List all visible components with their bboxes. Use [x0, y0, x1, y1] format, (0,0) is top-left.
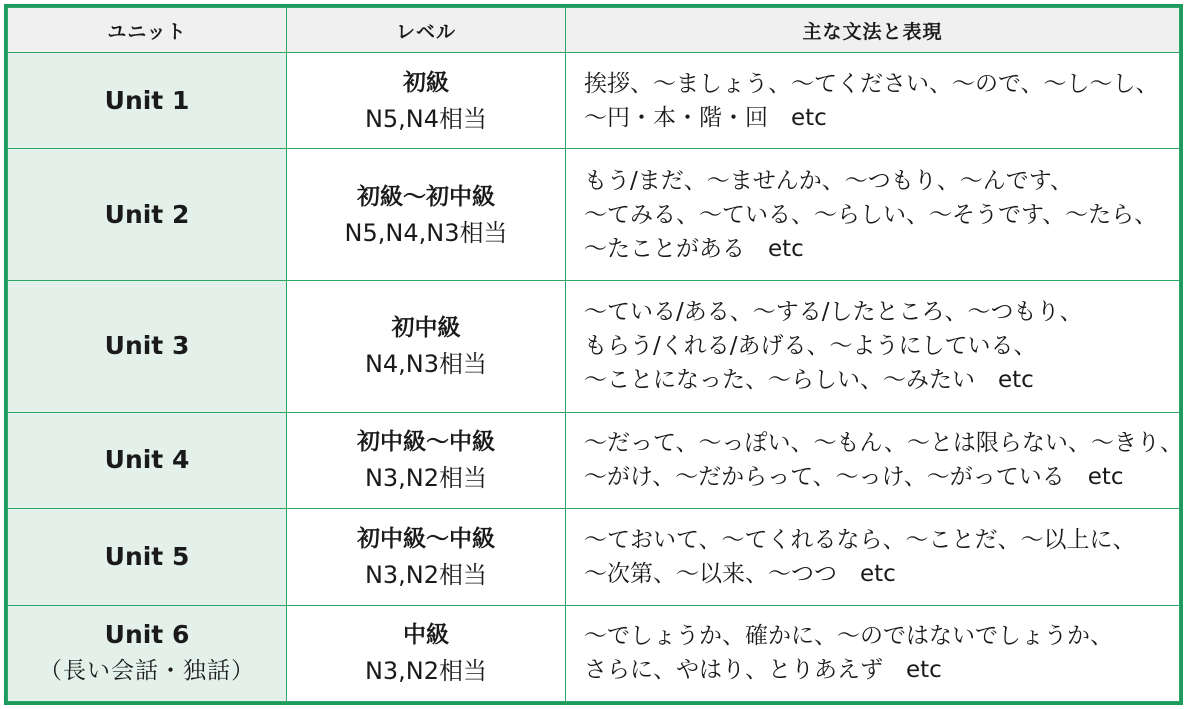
header-level: レベル	[287, 8, 566, 53]
table-row	[8, 149, 1180, 281]
grammar-line: 〜円・本・階・回 etc	[584, 104, 827, 131]
grammar-line: 〜でしょうか、確かに、〜のではないでしょうか、	[584, 623, 1113, 650]
unit-cell	[8, 53, 287, 149]
table-row	[8, 605, 1180, 702]
level-cell	[287, 281, 566, 413]
unit-name: Unit 5	[104, 541, 190, 571]
level-equivalent: N3,N2相当	[364, 464, 488, 493]
grammar-cell	[566, 412, 1183, 508]
level-name: 初中級	[391, 315, 461, 342]
grammar-line: 〜てみる、〜ている、〜らしい、〜そうです、〜たら、	[584, 201, 1158, 228]
level-cell	[287, 149, 566, 281]
level-cell	[287, 605, 566, 702]
level-equivalent: N5,N4,N3相当	[344, 218, 508, 247]
grammar-cell	[566, 605, 1180, 702]
level-name: 中級	[403, 622, 449, 649]
grammar-line: 〜次第、〜以来、〜つつ etc	[584, 560, 896, 587]
unit-cell	[8, 412, 287, 508]
level-cell	[287, 53, 566, 149]
grammar-line: 〜がけ、〜だからって、〜っけ、〜がっている etc	[584, 464, 1124, 491]
units-table-frame	[4, 4, 1183, 705]
grammar-line: もう/まだ、〜ませんか、〜つもり、〜んです、	[584, 167, 1073, 194]
table-row	[8, 53, 1180, 149]
unit-name: Unit 3	[104, 331, 190, 361]
grammar-cell	[566, 281, 1180, 413]
header-row	[8, 8, 1180, 53]
level-equivalent: N3,N2相当	[364, 560, 488, 589]
header-grammar: 主な文法と表現	[566, 8, 1180, 53]
unit-name: Unit 2	[104, 199, 190, 229]
unit-cell	[8, 149, 287, 281]
level-cell	[287, 509, 566, 605]
unit-cell	[8, 281, 287, 413]
unit-subtitle: （長い会話・独話）	[39, 658, 255, 685]
level-cell	[287, 412, 566, 508]
level-equivalent: N4,N3相当	[364, 350, 488, 379]
grammar-line: 〜たことがある etc	[584, 235, 804, 262]
unit-name: Unit 1	[104, 85, 190, 115]
grammar-cell	[566, 149, 1180, 281]
grammar-line: さらに、やはり、とりあえず etc	[584, 657, 942, 684]
grammar-line: 〜ている/ある、〜する/したところ、〜つもり、	[584, 299, 1083, 326]
header-unit: ユニット	[8, 8, 287, 53]
table-row	[8, 412, 1180, 508]
unit-name: Unit 6	[104, 620, 190, 650]
level-name: 初級〜初中級	[357, 183, 495, 210]
grammar-line: 〜ことになった、〜らしい、〜みたい etc	[584, 367, 1034, 394]
grammar-cell	[566, 53, 1180, 149]
level-name: 初級	[403, 69, 449, 96]
unit-cell	[8, 605, 287, 702]
grammar-line: もらう/くれる/あげる、〜ようにしている、	[584, 333, 1037, 360]
grammar-line: 〜だって、〜っぽい、〜もん、〜とは限らない、〜きり、	[584, 430, 1183, 457]
level-name: 初中級〜中級	[357, 525, 495, 552]
grammar-cell	[566, 509, 1180, 605]
unit-name: Unit 4	[104, 445, 190, 475]
level-equivalent: N3,N2相当	[364, 657, 488, 686]
units-table	[7, 7, 1183, 702]
table-row	[8, 281, 1180, 413]
unit-cell	[8, 509, 287, 605]
grammar-line: 挨拶、〜ましょう、〜てください、〜ので、〜し〜し、	[584, 70, 1159, 97]
grammar-line: 〜ておいて、〜てくれるなら、〜ことだ、〜以上に、	[584, 526, 1136, 553]
level-equivalent: N5,N4相当	[364, 104, 488, 133]
table-row	[8, 509, 1180, 605]
level-name: 初中級〜中級	[357, 429, 495, 456]
